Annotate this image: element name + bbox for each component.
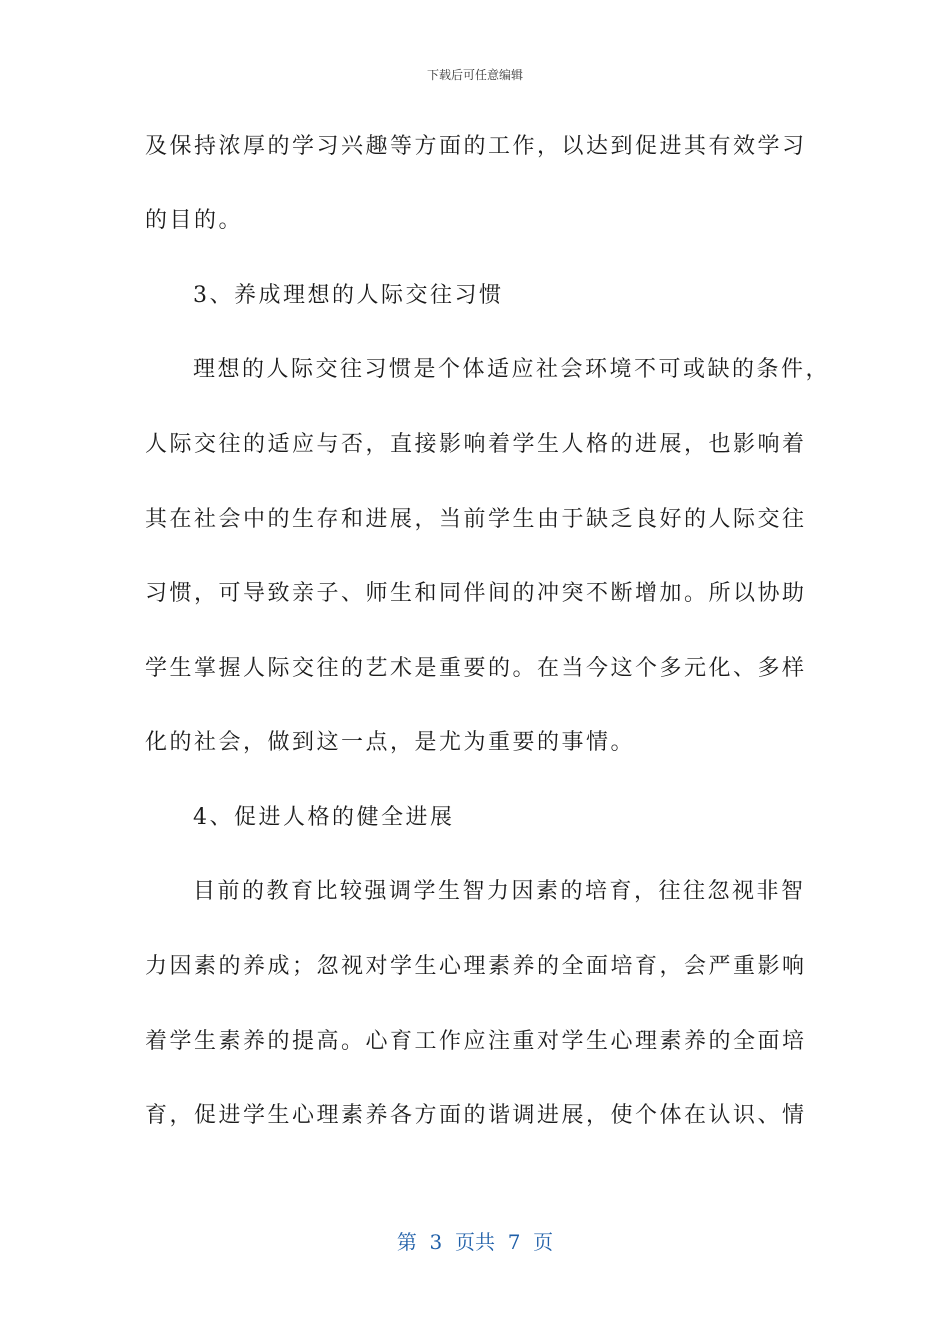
page-number-footer: 第 3 页共 7 页 <box>396 1230 554 1254</box>
body-line: 育，促进学生心理素养各方面的谐调进展，使个体在认识、情 <box>145 1103 807 1128</box>
page-header: 下载后可任意编辑 <box>426 68 523 82</box>
body-line: 化的社会，做到这一点，是尤为重要的事情。 <box>145 730 636 755</box>
section-heading-4: 4、促进人格的健全进展 <box>193 805 455 830</box>
body-line: 及保持浓厚的学习兴趣等方面的工作，以达到促进其有效学习 <box>145 134 807 159</box>
body-line: 学生掌握人际交往的艺术是重要的。在当今这个多元化、多样 <box>145 656 807 681</box>
body-line: 目前的教育比较强调学生智力因素的培育，往往忽视非智 <box>193 879 806 904</box>
body-line: 着学生素养的提高。心育工作应注重对学生心理素养的全面培 <box>145 1029 807 1054</box>
body-line: 理想的人际交往习惯是个体适应社会环境不可或缺的条件， <box>193 357 831 382</box>
body-line: 的目的。 <box>145 208 244 233</box>
body-line: 力因素的养成；忽视对学生心理素养的全面培育，会严重影响 <box>145 954 807 979</box>
body-line: 人际交往的适应与否，直接影响着学生人格的进展，也影响着 <box>145 432 807 457</box>
body-line: 习惯，可导致亲子、师生和同伴间的冲突不断增加。所以协助 <box>145 581 807 606</box>
body-line: 其在社会中的生存和进展，当前学生由于缺乏良好的人际交往 <box>145 507 807 532</box>
section-heading-3: 3、养成理想的人际交往习惯 <box>193 283 504 308</box>
